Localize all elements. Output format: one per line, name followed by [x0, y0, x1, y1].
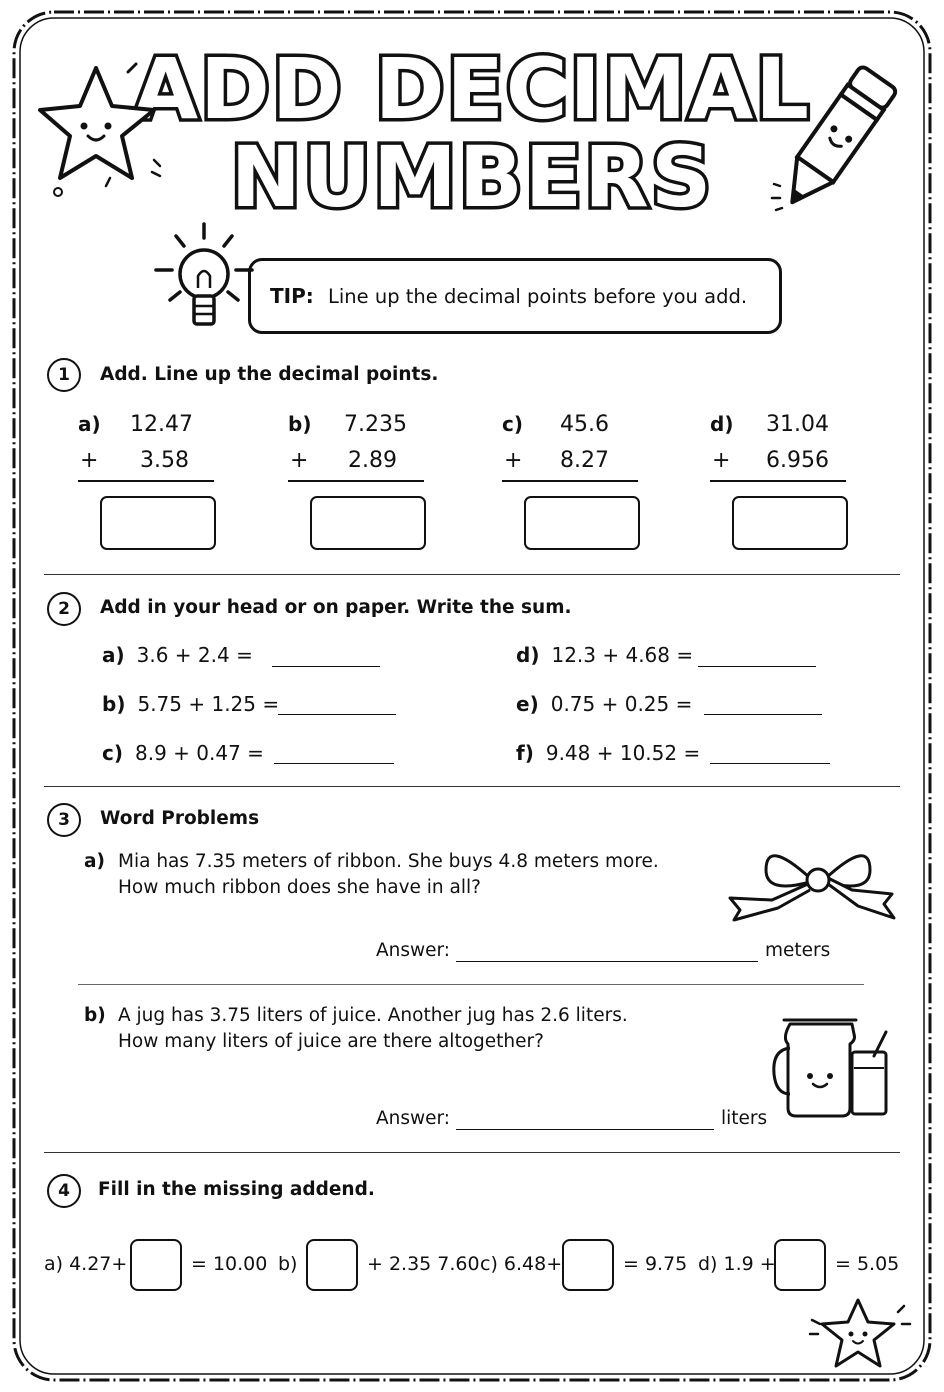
addend-top: 7.235 [344, 412, 407, 437]
item-label: e) [516, 692, 539, 716]
section-2-number: 2 [47, 592, 81, 626]
section-1-number: 1 [47, 358, 81, 392]
juice-jug-icon [770, 1010, 894, 1122]
missing-b-prefix: b) [278, 1253, 298, 1275]
plus-sign: + [504, 448, 523, 473]
sum-item-f [516, 741, 700, 765]
answer-blank-c[interactable] [274, 763, 394, 764]
section-4-title: Fill in the missing addend. [98, 1179, 375, 1200]
item-expression: 9.48 + 10.52 = [545, 741, 701, 765]
problem-text-line-2: How much ribbon does she have in all? [118, 877, 481, 898]
sum-item-d [516, 643, 693, 667]
item-label: c) [102, 741, 123, 765]
missing-a-prefix: a) 4.27+ [44, 1253, 128, 1275]
section-4-number: 4 [47, 1174, 81, 1208]
missing-a-suffix: = 10.00 [191, 1253, 268, 1275]
problem-text-line-2: How many liters of juice are there altogether? [118, 1031, 544, 1052]
item-label: f) [516, 741, 534, 765]
problem-label: a) [78, 412, 101, 436]
answer-blank-d[interactable] [698, 666, 816, 667]
plus-sign: + [80, 448, 99, 473]
addend-top: 45.6 [560, 412, 609, 437]
lightbulb-icon [150, 218, 256, 338]
small-star-icon [806, 1294, 916, 1374]
answer-box-1a[interactable] [100, 496, 216, 550]
missing-c-suffix: = 9.75 [623, 1253, 688, 1275]
plus-sign: + [290, 448, 309, 473]
unit-label: meters [765, 940, 831, 961]
tip-label: TIP: [270, 284, 314, 308]
bow-icon [726, 848, 898, 928]
item-expression: 5.75 + 1.25 = [137, 692, 280, 716]
sum-item-c [102, 741, 264, 765]
section-2-title: Add in your head or on paper. Write the sum. [100, 597, 572, 618]
word-problem-a [84, 849, 704, 905]
problem-label: b) [84, 1005, 106, 1026]
problem-1d [710, 412, 860, 572]
section-3-number: 3 [47, 803, 81, 837]
problem-text-line-1: Mia has 7.35 meters of ribbon. She buys 4.8 meters more. [118, 851, 659, 872]
word-problem-b [84, 1003, 704, 1059]
missing-c-prefix: c) 6.48+ [480, 1253, 563, 1275]
tip-text: Line up the decimal points before you add. [328, 285, 748, 308]
section-1-title: Add. Line up the decimal points. [100, 364, 439, 385]
item-expression: 12.3 + 4.68 = [551, 643, 694, 667]
divider [44, 574, 900, 575]
item-label: d) [516, 643, 540, 667]
divider [44, 786, 900, 787]
item-expression: 0.75 + 0.25 = [550, 692, 693, 716]
answer-box-1b[interactable] [310, 496, 426, 550]
problem-label: d) [710, 412, 734, 436]
answer-blank-b[interactable] [278, 714, 396, 715]
addend-bottom: 6.956 [766, 448, 829, 473]
item-expression: 8.9 + 0.47 = [135, 741, 264, 765]
answer-blank-e[interactable] [704, 714, 822, 715]
pencil-icon [760, 58, 910, 228]
missing-addend-box-a[interactable] [130, 1239, 182, 1291]
sum-line [78, 480, 214, 482]
divider [78, 984, 864, 985]
unit-label: liters [721, 1108, 768, 1129]
item-label: b) [102, 692, 126, 716]
item-label: a) [102, 643, 125, 667]
star-icon [36, 60, 166, 200]
answer-label: Answer: [376, 1108, 451, 1129]
problem-label: c) [502, 412, 523, 436]
addend-top: 31.04 [766, 412, 829, 437]
section-3-title: Word Problems [100, 808, 260, 829]
title-line-1: ADD DECIMAL [133, 40, 811, 138]
problem-label: a) [84, 851, 105, 872]
addend-bottom: 2.89 [348, 448, 397, 473]
problem-text-line-1: A jug has 3.75 liters of juice. Another jug has 2.6 liters. [118, 1005, 628, 1026]
answer-box-1d[interactable] [732, 496, 848, 550]
addend-top: 12.47 [130, 412, 193, 437]
answer-label: Answer: [376, 940, 451, 961]
plus-sign: + [712, 448, 731, 473]
sum-item-b [102, 692, 279, 716]
addend-bottom: 3.58 [140, 448, 189, 473]
missing-b-suffix: + 2.35 7.60 [367, 1253, 480, 1275]
addend-bottom: 8.27 [560, 448, 609, 473]
sum-item-a [102, 643, 253, 667]
sum-line [288, 480, 424, 482]
divider [44, 1152, 900, 1153]
answer-blank-a[interactable] [272, 666, 380, 667]
problem-1a [78, 412, 228, 572]
problem-1c [502, 412, 652, 572]
sum-line [502, 480, 638, 482]
problem-label: b) [288, 412, 312, 436]
answer-blank-f[interactable] [710, 763, 830, 764]
missing-addend-box-b[interactable] [306, 1239, 358, 1291]
missing-d-prefix: d) 1.9 + [698, 1253, 776, 1275]
answer-box-1c[interactable] [524, 496, 640, 550]
item-expression: 3.6 + 2.4 = [136, 643, 253, 667]
problem-1b [288, 412, 438, 572]
missing-d-suffix: = 5.05 [835, 1253, 900, 1275]
title-line-2: NUMBERS [230, 128, 714, 226]
missing-addend-box-d[interactable] [774, 1239, 826, 1291]
answer-blank-3a[interactable] [456, 961, 758, 962]
sum-line [710, 480, 846, 482]
answer-blank-3b[interactable] [456, 1129, 714, 1130]
missing-addend-box-c[interactable] [562, 1239, 614, 1291]
sum-item-e [516, 692, 692, 716]
